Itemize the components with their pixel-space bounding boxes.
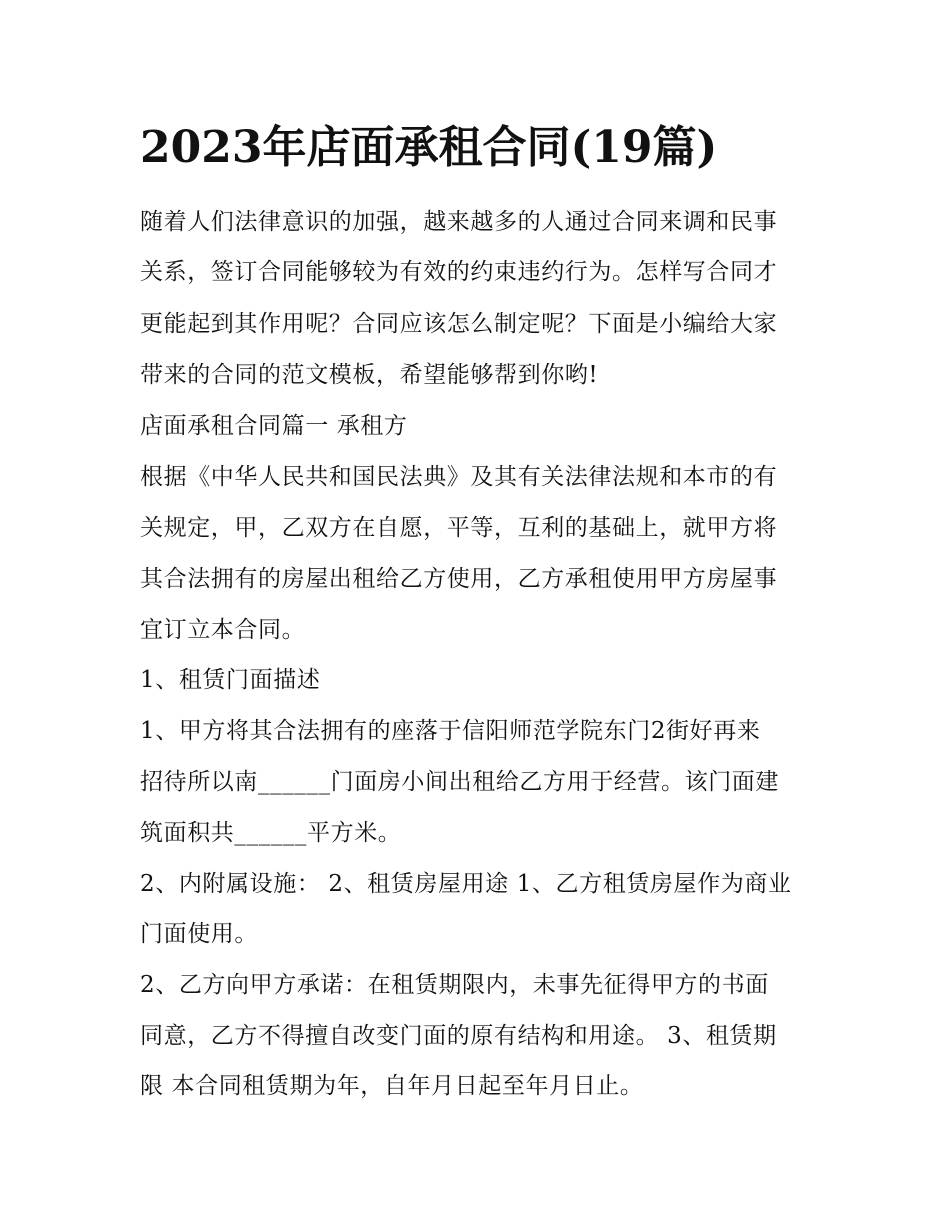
document-title: 2023年店面承租合同(19篇) xyxy=(140,122,718,173)
paragraph-line: 其合法拥有的房屋出租给乙方使用，乙方承租使用甲方房屋事 xyxy=(140,566,778,592)
section-heading: 店面承租合同篇一 承租方 xyxy=(140,413,408,439)
paragraph-line: 门面使用。 xyxy=(140,921,258,947)
paragraph-line: 招待所以南______门面房小间出租给乙方用于经营。该门面建 xyxy=(140,769,779,795)
paragraph-line: 更能起到其作用呢？合同应该怎么制定呢？下面是小编给大家 xyxy=(140,311,778,337)
paragraph-line: 带来的合同的范文模板，希望能够帮到你哟! xyxy=(140,362,599,388)
paragraph-line: 限 本合同租赁期为年，自年月日起至年月日止。 xyxy=(140,1073,644,1099)
paragraph-line: 宜订立本合同。 xyxy=(140,617,306,643)
paragraph-line: 随着人们法律意识的加强，越来越多的人通过合同来调和民事 xyxy=(140,209,778,235)
paragraph-line: 1、甲方将其合法拥有的座落于信阳师范学院东门2街好再来 xyxy=(140,718,761,744)
paragraph-line: 根据《中华人民共和国民法典》及其有关法律法规和本市的有 xyxy=(140,464,778,490)
paragraph-line: 2、内附属设施： 2、租赁房屋用途 1、乙方租赁房屋作为商业 xyxy=(140,871,792,897)
paragraph-line: 关系，签订合同能够较为有效的约束违约行为。怎样写合同才 xyxy=(140,259,778,285)
paragraph-line: 同意，乙方不得擅自改变门面的原有结构和用途。 3、租赁期 xyxy=(140,1023,777,1049)
paragraph-line: 关规定，甲，乙双方在自愿，平等，互利的基础上，就甲方将 xyxy=(140,515,778,541)
paragraph-line: 筑面积共______平方米。 xyxy=(140,820,402,846)
paragraph-line: 2、乙方向甲方承诺：在租赁期限内，未事先征得甲方的书面 xyxy=(140,972,769,998)
clause-heading: 1、租赁门面描述 xyxy=(140,667,321,693)
